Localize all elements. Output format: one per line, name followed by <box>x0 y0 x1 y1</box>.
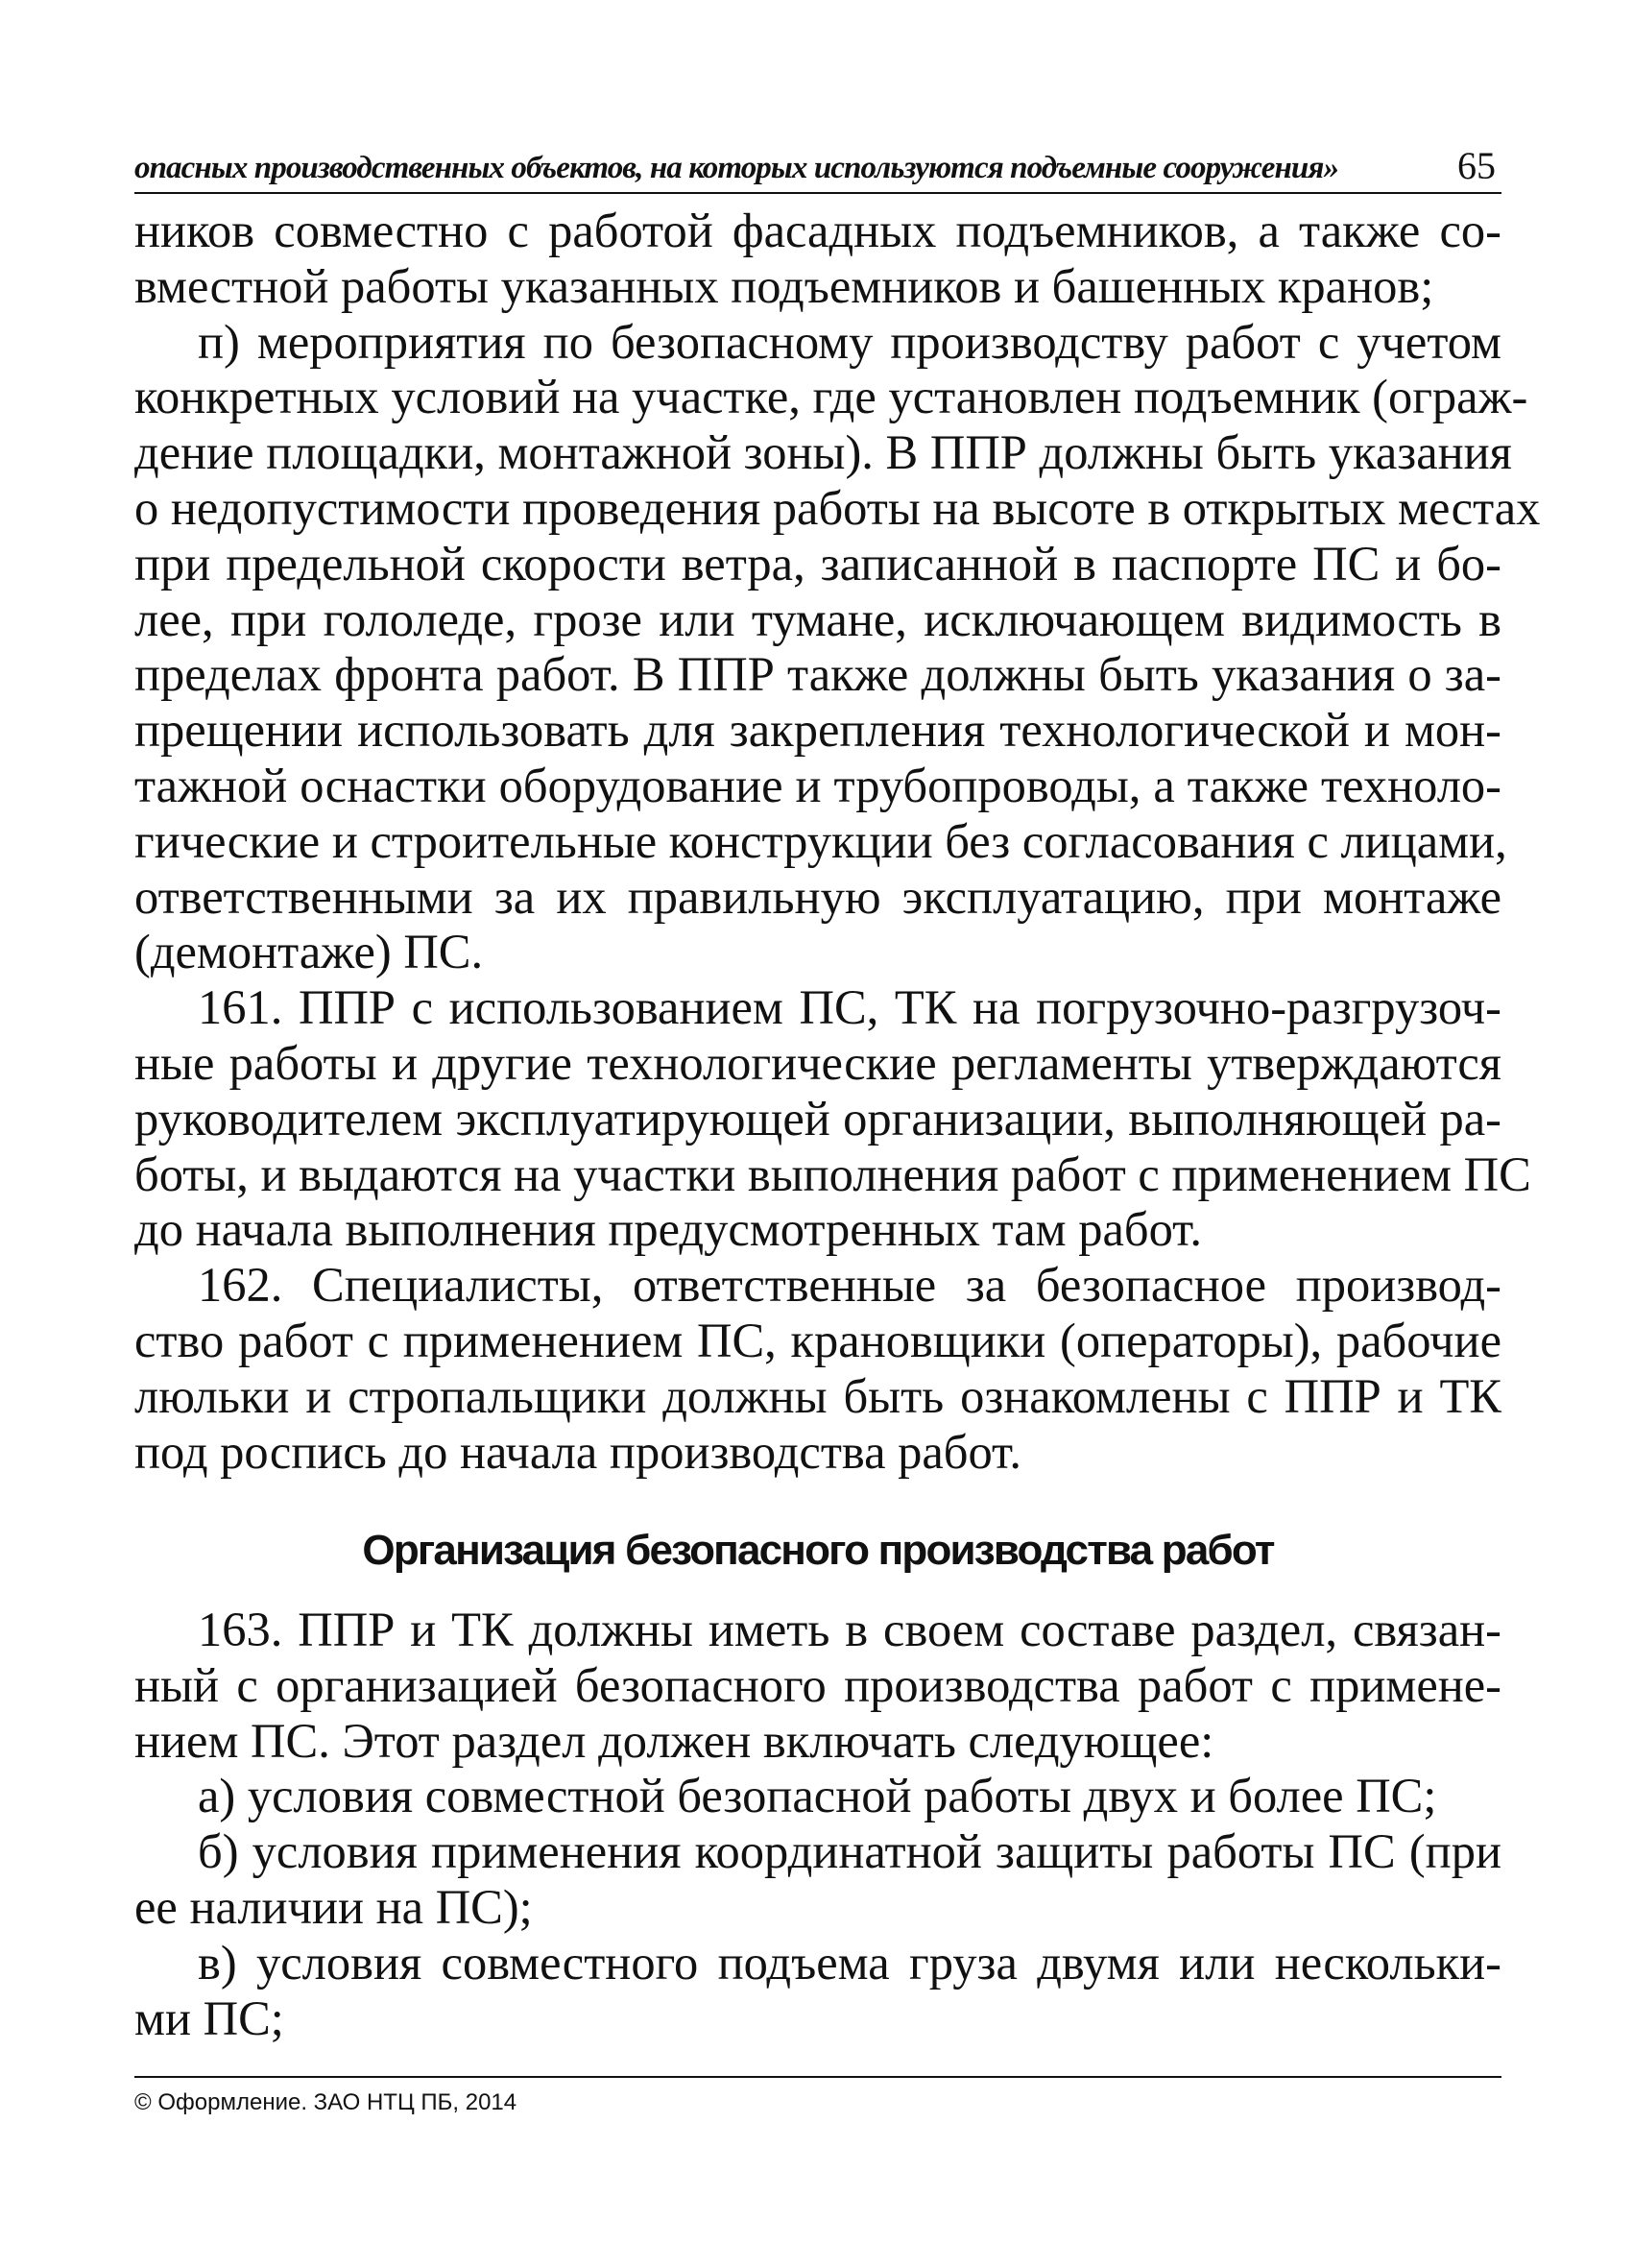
text-line: 161. ППР с использованием ПС, ТК на погрузочно-разгрузоч- <box>198 980 1501 1035</box>
text-line: прещении использовать для закрепления технологической и мон- <box>134 703 1501 758</box>
text-line: руководителем эксплуатирующей организации, выполняющей ра- <box>134 1091 1501 1146</box>
running-title: опасных производственных объектов, на которых используются подъемные сооружения» <box>134 151 1339 185</box>
running-header <box>134 134 1501 194</box>
page-footer <box>134 2076 1501 2116</box>
text-line: 163. ППР и ТК должны иметь в своем составе раздел, связан- <box>198 1603 1501 1656</box>
text-line: а) условия совместной безопасной работы двух и более ПС; <box>198 1769 1437 1823</box>
copyright-text: © Оформление. ЗАО НТЦ ПБ, 2014 <box>134 2089 517 2115</box>
text-line: ство работ с применением ПС, крановщики (операторы), рабочие <box>134 1313 1501 1367</box>
text-line: под роспись до начала производства работ. <box>134 1424 1021 1479</box>
text-line: о недопустимости проведения работы на высоте в открытых местах <box>134 480 1541 535</box>
text-line: боты, и выдаются на участки выполнения работ с применением ПС <box>134 1146 1531 1201</box>
text-line: лее, при гололеде, грозе или тумане, исключающем видимость в <box>134 591 1501 646</box>
section-body-text <box>134 1603 1501 2046</box>
text-line: б) условия применения координатной защиты работы ПС (при <box>198 1824 1501 1879</box>
text-line: до начала выполнения предусмотренных там работ. <box>134 1202 1203 1257</box>
text-line: ников совместно с работой фасадных подъемников, а также со- <box>134 204 1501 257</box>
text-line: п) мероприятия по безопасному производству работ с учетом <box>198 314 1501 369</box>
text-line: гические и строительные конструкции без согласования с лицами, <box>134 813 1507 868</box>
text-line: тажной оснастки оборудование и трубопроводы, а также техноло- <box>134 758 1501 812</box>
text-line: ее наличии на ПС); <box>134 1879 533 1934</box>
text-line: 162. Специалисты, ответственные за безопасное производ- <box>198 1258 1501 1313</box>
text-line: вместной работы указанных подъемников и башенных кранов; <box>134 258 1434 313</box>
text-line: при предельной скорости ветра, записанной в паспорте ПС и бо- <box>134 536 1501 591</box>
text-line: (демонтаже) ПС. <box>134 925 484 979</box>
text-line: в) условия совместного подъема груза двумя или нескольки- <box>198 1935 1501 1990</box>
text-line: пределах фронта работ. В ППР также должны быть указания о за- <box>134 647 1501 702</box>
section-heading: Организация безопасного производства работ <box>362 1527 1274 1574</box>
text-line: конкретных условий на участке, где установлен подъемник (ограж- <box>134 370 1528 424</box>
body-text <box>134 204 1541 1480</box>
text-line: ответственными за их правильную эксплуатацию, при монтаже <box>134 869 1501 924</box>
text-line: люльки и стропальщики должны быть ознакомлены с ППР и ТК <box>134 1368 1501 1423</box>
text-line: ные работы и другие технологические регламенты утверждаются <box>134 1035 1501 1090</box>
text-line: ный с организацией безопасного производства работ с примене- <box>134 1657 1501 1712</box>
text-line: нием ПС. Этот раздел должен включать следующее: <box>134 1713 1214 1768</box>
text-line: ми ПС; <box>134 1991 284 2045</box>
text-line: дение площадки, монтажной зоны). В ППР должны быть указания <box>134 425 1512 480</box>
page-number: 65 <box>1457 144 1496 187</box>
